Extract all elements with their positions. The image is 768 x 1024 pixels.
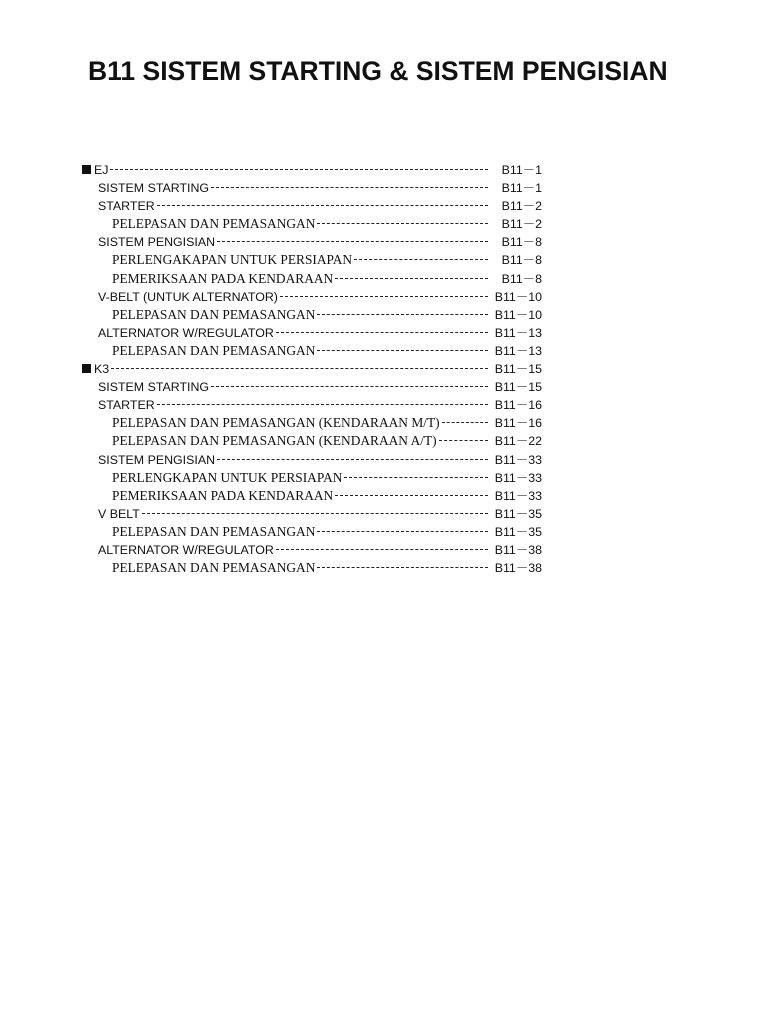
toc-entry[interactable]	[82, 432, 542, 450]
toc-entry-page: B11－38	[494, 561, 542, 576]
toc-entry[interactable]	[82, 396, 542, 414]
toc-entry-label: PELEPASAN DAN PEMASANGAN (KENDARAAN M/T)	[112, 415, 440, 431]
toc-entry-label: SISTEM PENGISIAN	[98, 452, 216, 467]
toc-entry-page: B11－2	[501, 199, 542, 214]
toc-entry-label: PELEPASAN DAN PEMASANGAN	[112, 306, 316, 322]
toc-leader-dots	[439, 440, 488, 441]
toc-entry-page: B11－10	[494, 307, 542, 322]
toc-leader-dots	[157, 404, 488, 405]
toc-entry-label: PELEPASAN DAN PEMASANGAN	[112, 560, 316, 576]
toc-leader-dots	[317, 314, 488, 315]
toc-leader-dots	[211, 187, 488, 188]
toc-entry[interactable]	[82, 215, 542, 233]
toc-entry[interactable]	[82, 360, 542, 378]
toc-entry-page: B11－33	[494, 470, 542, 485]
toc-entry[interactable]	[82, 288, 542, 306]
toc-entry[interactable]	[82, 197, 542, 215]
toc-entry-label: ALTERNATOR W/REGULATOR	[98, 542, 274, 557]
toc-entry[interactable]	[82, 451, 542, 469]
toc-entry-label: V-BELT (UNTUK ALTERNATOR)	[98, 289, 278, 304]
toc-entry-label: PELEPASAN DAN PEMASANGAN	[112, 342, 316, 358]
toc-entry-label: PELEPASAN DAN PEMASANGAN	[112, 216, 316, 232]
toc-entry[interactable]	[82, 523, 542, 541]
toc-entry-page: B11－22	[494, 434, 542, 449]
toc-leader-dots	[217, 459, 488, 460]
toc-entry-page: B11－1	[501, 181, 542, 196]
toc-leader-dots	[276, 332, 488, 333]
toc-entry-page: B11－33	[494, 488, 542, 503]
toc-leader-dots	[211, 386, 488, 387]
toc-entry[interactable]	[82, 342, 542, 360]
toc-entry-page: B11－16	[494, 416, 542, 431]
toc-leader-dots	[317, 350, 488, 351]
toc-entry[interactable]	[82, 505, 542, 523]
toc-entry-page: B11－10	[494, 289, 542, 304]
toc-leader-dots	[217, 241, 488, 242]
toc-leader-dots	[142, 513, 488, 514]
toc-leader-dots	[317, 223, 488, 224]
toc-entry[interactable]	[82, 487, 542, 505]
toc-entry-label: PEMERIKSAAN PADA KENDARAAN	[112, 270, 334, 286]
toc-leader-dots	[442, 422, 488, 423]
square-bullet-icon	[82, 165, 91, 174]
toc-leader-dots	[317, 567, 488, 568]
toc-entry[interactable]	[82, 270, 542, 288]
toc-leader-dots	[111, 368, 488, 369]
square-bullet-icon	[82, 364, 91, 373]
toc-leader-dots	[344, 477, 488, 478]
toc-entry-page: B11－15	[494, 380, 542, 395]
toc-entry[interactable]	[82, 233, 542, 251]
toc-entry-label: SISTEM STARTING	[98, 380, 210, 395]
toc-entry[interactable]	[82, 469, 542, 487]
toc-leader-dots	[317, 531, 488, 532]
toc-entry-label: STARTER	[98, 199, 155, 214]
toc-entry-label: PERLENGKAPAN UNTUK PERSIAPAN	[112, 469, 343, 485]
toc-leader-dots	[335, 278, 488, 279]
toc-leader-dots	[157, 205, 488, 206]
toc-entry[interactable]	[82, 161, 542, 179]
toc-entry-page: B11－1	[501, 163, 542, 177]
toc-entry-label: PELEPASAN DAN PEMASANGAN	[112, 523, 316, 539]
toc-entry-page: B11－13	[494, 343, 542, 358]
toc-leader-dots	[280, 296, 488, 297]
toc-entry-label: SISTEM PENGISIAN	[98, 235, 216, 250]
toc-entry-page: B11－38	[494, 542, 542, 557]
toc-entry-page: B11－35	[494, 506, 542, 521]
toc-leader-dots	[354, 259, 488, 260]
toc-entry-page: B11－35	[494, 524, 542, 539]
toc-entry-label: ALTERNATOR W/REGULATOR	[98, 325, 274, 340]
toc-entry-label: EJ	[94, 163, 109, 177]
toc-entry-page: B11－13	[494, 325, 542, 340]
toc-entry[interactable]	[82, 378, 542, 396]
toc-entry-label: PEMERIKSAAN PADA KENDARAAN	[112, 487, 334, 503]
toc-entry[interactable]	[82, 179, 542, 197]
toc-entry[interactable]	[82, 541, 542, 559]
toc-entry-label: PELEPASAN DAN PEMASANGAN (KENDARAAN A/T)	[112, 433, 437, 449]
toc-entry[interactable]	[82, 414, 542, 432]
page-title: B11 SISTEM STARTING & SISTEM PENGISIAN	[88, 56, 668, 86]
toc-entry-label: SISTEM STARTING	[98, 181, 210, 196]
toc-entry[interactable]	[82, 306, 542, 324]
toc-entry-label: V BELT	[98, 506, 140, 521]
toc-entry-label: PERLENGAKAPAN UNTUK PERSIAPAN	[112, 252, 353, 268]
toc-entry-page: B11－2	[501, 217, 542, 232]
toc-entry-page: B11－15	[494, 362, 542, 377]
toc-entry[interactable]	[82, 251, 542, 269]
toc-leader-dots	[335, 495, 488, 496]
table-of-contents	[82, 161, 542, 577]
toc-entry-label: K3	[94, 362, 110, 377]
toc-entry-page: B11－8	[501, 253, 542, 268]
toc-entry-page: B11－8	[501, 235, 542, 250]
toc-entry-page: B11－33	[494, 452, 542, 467]
toc-entry[interactable]	[82, 324, 542, 342]
toc-entry-page: B11－8	[501, 271, 542, 286]
toc-leader-dots	[110, 169, 488, 170]
toc-entry-page: B11－16	[494, 398, 542, 413]
toc-leader-dots	[276, 549, 488, 550]
toc-entry[interactable]	[82, 559, 542, 577]
toc-entry-label: STARTER	[98, 398, 155, 413]
